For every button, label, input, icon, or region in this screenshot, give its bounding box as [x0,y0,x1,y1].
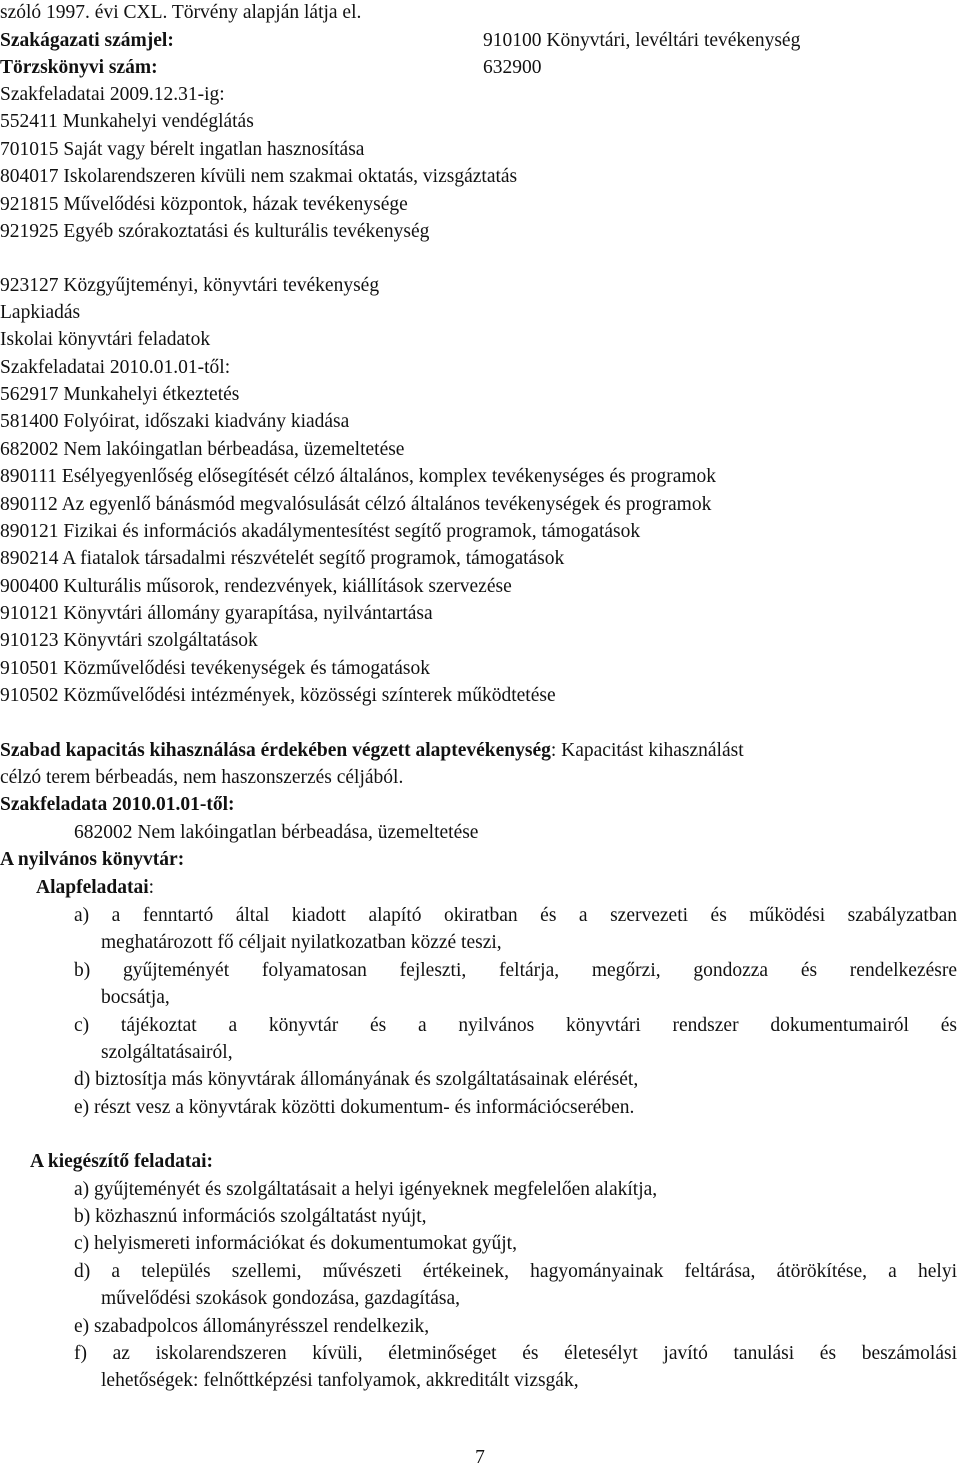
basic-task-item: a) a fenntartó által kiadott alapító okiratban és a szervezeti és működési szabályzatban [74,905,957,926]
old-tasks-heading: Szakfeladatai 2009.12.31-ig: [0,84,225,105]
basic-task-item-continued: meghatározott fő céljait nyilatkozatban közzé teszi, [101,932,502,953]
new-task-item: 900400 Kulturális műsorok, rendezvények, kiállítások szervezése [0,576,512,597]
basic-tasks-heading: Alapfeladatai [36,877,149,898]
public-library-heading: A nyilvános könyvtár: [0,849,185,870]
free-capacity-label: Szabad kapacitás kihasználása érdekében végzett alaptevékenység [0,740,551,761]
intro-line: szóló 1997. évi CXL. Törvény alapján látja el. [0,2,362,23]
page-number: 7 [475,1447,485,1468]
free-capacity-task-heading: Szakfeladata 2010.01.01-től: [0,794,235,815]
new-task-item: 910501 Közművelődési tevékenységek és támogatások [0,658,430,679]
basic-tasks-colon: : [148,877,155,898]
new-task-item: 682002 Nem lakóingatlan bérbeadása, üzemeltetése [0,439,405,460]
new-tasks-heading: Szakfeladatai 2010.01.01-től: [0,357,231,378]
old-task-item: 921815 Művelődési központok, házak tevékenysége [0,194,408,215]
new-task-item: 890112 Az egyenlő bánásmód megvalósulását célzó általános tevékenységek és programok [0,494,712,515]
new-task-item: 890214 A fiatalok társadalmi részvételét segítő programok, támogatások [0,548,565,569]
basic-task-item-continued: szolgáltatásairól, [101,1042,233,1063]
new-task-item: 910123 Könyvtári szolgáltatások [0,630,258,651]
old-task-item: Iskolai könyvtári feladatok [0,329,211,350]
supplementary-task-item-continued: lehetőségek: felnőttképzési tanfolyamok, akkreditált vizsgák, [101,1370,579,1391]
supplementary-task-item: d) a település szellemi, művészeti értékeinek, hagyományainak feltárása, átörökítése, a helyi [74,1261,957,1282]
old-task-item: 921925 Egyéb szórakoztatási és kulturális tevékenység [0,221,430,242]
registry-number-value: 632900 [483,57,542,78]
supplementary-task-item: a) gyűjteményét és szolgáltatásait a helyi igényeknek megfelelően alakítja, [74,1179,658,1200]
basic-tasks-heading-line [36,876,154,900]
sector-code-value: 910100 Könyvtári, levéltári tevékenység [483,30,801,51]
new-task-item: 890121 Fizikai és információs akadálymentesítést segítő programok, támogatások [0,521,641,542]
new-task-item: 562917 Munkahelyi étkeztetés [0,384,240,405]
new-task-item: 910121 Könyvtári állomány gyarapítása, nyilvántartása [0,603,433,624]
sector-code-label: Szakágazati számjel: [0,30,174,51]
basic-task-item: e) részt vesz a könyvtárak közötti dokumentum- és információcserében. [74,1097,635,1118]
free-capacity-task-item: 682002 Nem lakóingatlan bérbeadása, üzemeltetése [74,822,479,843]
new-task-item: 910502 Közművelődési intézmények, közösségi színterek működtetése [0,685,556,706]
basic-task-item: d) biztosítja más könyvtárak állományának és szolgáltatásainak elérését, [74,1069,639,1090]
registry-number-label: Törzskönyvi szám: [0,57,158,78]
old-task-item: 552411 Munkahelyi vendéglátás [0,111,254,132]
supplementary-task-item: c) helyismereti információkat és dokumentumokat gyűjt, [74,1233,517,1254]
free-capacity-line [0,739,744,763]
free-capacity-text: : Kapacitást kihasználást [550,740,744,761]
new-task-item: 890111 Esélyegyenlőség elősegítését célzó általános, komplex tevékenységes és programok [0,466,717,487]
old-task-item: 701015 Saját vagy bérelt ingatlan hasznosítása [0,139,365,160]
old-task-item: Lapkiadás [0,302,81,323]
supplementary-task-item-continued: művelődési szokások gondozása, gazdagítása, [101,1288,461,1309]
supplementary-task-item: e) szabadpolcos állományrésszel rendelkezik, [74,1316,430,1337]
free-capacity-text-continued: célzó terem bérbeadás, nem haszonszerzés céljából. [0,767,404,788]
old-task-item: 923127 Közgyűjteményi, könyvtári tevékenység [0,275,380,296]
new-task-item: 581400 Folyóirat, időszaki kiadvány kiadása [0,411,350,432]
supplementary-task-item: b) közhasznú információs szolgáltatást nyújt, [74,1206,427,1227]
supplementary-task-item: f) az iskolarendszeren kívüli, életminőséget és életesélyt javító tanulási és beszámolási [74,1343,957,1364]
basic-task-item: c) tájékoztat a könyvtár és a nyilvános könyvtári rendszer dokumentumairól és [74,1015,957,1036]
old-task-item: 804017 Iskolarendszeren kívüli nem szakmai oktatás, vizsgáztatás [0,166,518,187]
supplementary-tasks-heading: A kiegészítő feladatai: [30,1151,214,1172]
basic-task-item-continued: bocsátja, [101,987,170,1008]
basic-task-item: b) gyűjteményét folyamatosan fejleszti, feltárja, megőrzi, gondozza és rendelkezésre [74,960,957,981]
